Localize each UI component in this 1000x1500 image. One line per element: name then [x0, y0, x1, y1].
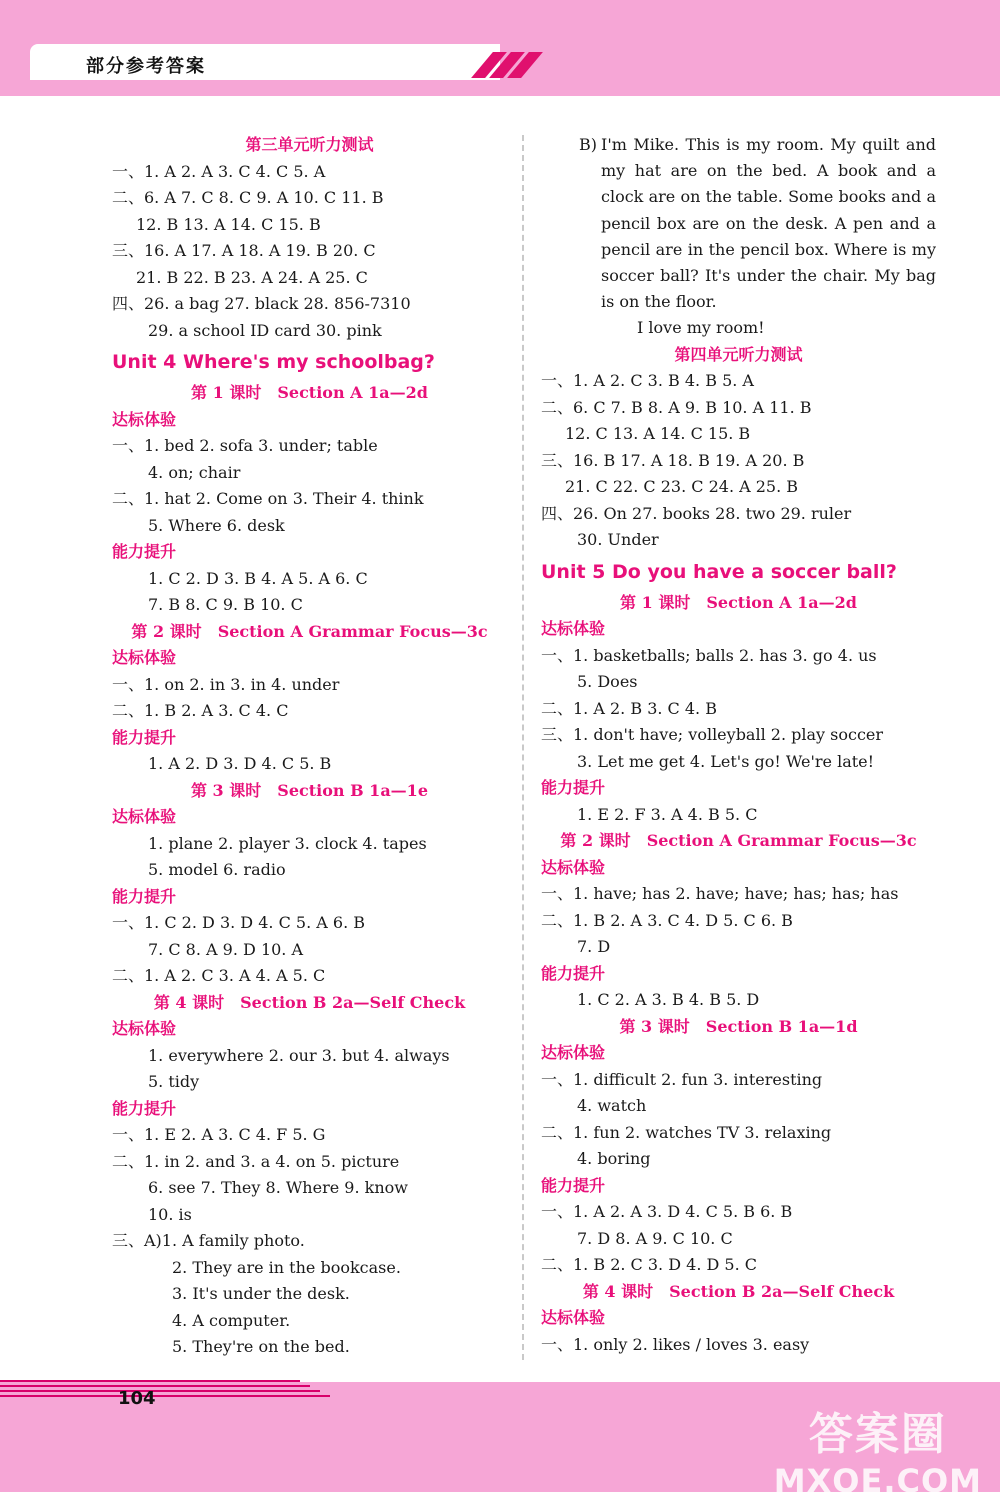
lesson-heading: [541, 1279, 936, 1306]
answer-line: 3. It's under the desk.: [172, 1284, 350, 1303]
answer-line: 一、1. on 2. in 3. in 4. under: [112, 674, 340, 694]
lesson-section: Section B 1a—1d: [705, 1016, 858, 1036]
lesson-heading: [112, 619, 507, 646]
answer-line: 一、1. have; has 2. have; have; has; has; has: [541, 884, 899, 904]
answer-line: 三、1. don't have; volleyball 2. play soccer: [541, 725, 884, 745]
reading-paragraph: I'm Mike. This is my room. My quilt and my hat are on the bed. A book and a clock are on the table. Some books and a pencil box are on the desk. A pen and a pencil are in the pencil box. Where is my soccer ball? It's under the chair. My bag is on the floor.: [601, 135, 936, 312]
section-label: 能力提升: [112, 886, 177, 906]
right-column: [541, 132, 936, 1358]
paragraph-closing: I love my room!: [637, 318, 765, 338]
answer-line: 21. B 22. B 23. A 24. A 25. C: [136, 267, 368, 287]
section-label: 达标体验: [112, 648, 177, 667]
lesson-section: Section B 2a—Self Check: [240, 992, 466, 1012]
answer-line: 21. C 22. C 23. C 24. A 25. B: [565, 477, 799, 497]
page-number: 104: [118, 1388, 156, 1409]
answer-line: 4. on; chair: [148, 462, 241, 482]
lesson-section: Section A Grammar Focus—3c: [646, 831, 917, 851]
answer-line: 7. B 8. C 9. B 10. C: [148, 595, 303, 614]
lesson-heading: [112, 380, 507, 407]
lesson-number: 第 2 课时: [560, 831, 631, 851]
listening-test-heading: 第四单元听力测试: [674, 344, 803, 364]
answer-line: 5. model 6. radio: [148, 860, 286, 879]
section-label: 达标体验: [112, 807, 177, 826]
answer-line: 二、1. A 2. B 3. C 4. B: [541, 698, 717, 718]
section-label: 达标体验: [112, 1019, 177, 1038]
lesson-section: Section B 2a—Self Check: [669, 1281, 895, 1301]
answer-line: 三、A)1. A family photo.: [112, 1231, 305, 1250]
section-label: 能力提升: [112, 1098, 177, 1118]
lesson-heading: [541, 590, 936, 617]
lesson-number: 第 2 课时: [131, 621, 202, 641]
answer-line: 二、1. fun 2. watches TV 3. relaxing: [541, 1122, 832, 1142]
section-label: 达标体验: [541, 857, 606, 877]
answer-line: 一、1. difficult 2. fun 3. interesting: [541, 1069, 823, 1089]
answer-line: 4. watch: [577, 1096, 647, 1116]
answer-line: 二、1. B 2. A 3. C 4. D 5. C 6. B: [541, 910, 793, 930]
column-divider: [522, 135, 524, 1360]
answer-line: 一、1. basketballs; balls 2. has 3. go 4. us: [541, 645, 877, 665]
answer-line: 三、16. B 17. A 18. B 19. A 20. B: [541, 450, 805, 470]
answer-line: 1. everywhere 2. our 3. but 4. always: [148, 1045, 450, 1065]
answer-line: 5. Where 6. desk: [148, 515, 285, 535]
section-label: 达标体验: [112, 409, 177, 429]
footer-rule: [0, 1395, 330, 1397]
page-header: [0, 0, 1000, 96]
lesson-heading: [112, 778, 507, 805]
answer-line: 12. B 13. A 14. C 15. B: [136, 214, 321, 234]
lesson-number: 第 3 课时: [619, 1016, 690, 1036]
lesson-number: 第 1 课时: [191, 383, 262, 402]
section-label: 能力提升: [541, 1175, 606, 1195]
lesson-number: 第 3 课时: [190, 780, 262, 800]
answer-line: 12. C 13. A 14. C 15. B: [565, 424, 751, 444]
unit-title: Unit 5 Do you have a soccer ball?: [541, 560, 897, 583]
answer-line: 二、1. in 2. and 3. a 4. on 5. picture: [112, 1151, 400, 1171]
paragraph-label: B): [579, 135, 597, 154]
lesson-section: Section B 1a—1e: [277, 780, 428, 800]
answer-line: 4. boring: [577, 1149, 651, 1169]
reading-paragraph-block: [541, 132, 936, 342]
lesson-heading: [541, 1014, 936, 1041]
answer-line: 一、1. C 2. D 3. D 4. C 5. A 6. B: [112, 913, 365, 932]
answer-line: 四、26. On 27. books 28. two 29. ruler: [541, 503, 852, 523]
footer-rule: [0, 1380, 300, 1382]
watermark: [774, 1398, 982, 1500]
answer-line: 7. D: [577, 937, 611, 957]
answer-line: 5. Does: [577, 672, 638, 692]
answer-line: 4. A computer.: [172, 1310, 291, 1330]
answer-line: 二、6. A 7. C 8. C 9. A 10. C 11. B: [112, 188, 384, 207]
answer-line: 7. C 8. A 9. D 10. A: [148, 939, 304, 959]
header-title: 部分参考答案: [86, 56, 206, 77]
answer-line: 1. E 2. F 3. A 4. B 5. C: [577, 804, 758, 824]
answer-line: 一、1. only 2. likes / loves 3. easy: [541, 1334, 810, 1354]
answer-line: 1. plane 2. player 3. clock 4. tapes: [148, 833, 427, 853]
section-label: 达标体验: [541, 619, 606, 639]
answer-line: 二、6. C 7. B 8. A 9. B 10. A 11. B: [541, 397, 812, 417]
answer-line: 2. They are in the bookcase.: [172, 1257, 401, 1277]
answer-line: 四、26. a bag 27. black 28. 856-7310: [112, 294, 411, 313]
answer-line: 10. is: [148, 1204, 192, 1224]
footer-rule: [0, 1385, 310, 1387]
answer-line: 一、1. A 2. A 3. C 4. C 5. A: [112, 161, 326, 181]
watermark-logo-text: 答案圈: [808, 1409, 947, 1460]
lesson-section: Section A Grammar Focus—3c: [217, 621, 488, 641]
section-label: 达标体验: [541, 1308, 606, 1328]
answer-line: 二、1. B 2. C 3. D 4. D 5. C: [541, 1255, 758, 1275]
answer-line: 1. C 2. A 3. B 4. B 5. D: [577, 990, 760, 1010]
answer-line: 一、1. A 2. C 3. B 4. B 5. A: [541, 371, 754, 391]
lesson-number: 第 1 课时: [620, 592, 691, 612]
answer-line: 5. tidy: [148, 1072, 200, 1091]
answer-line: 二、1. B 2. A 3. C 4. C: [112, 701, 289, 720]
unit-title: Unit 4 Where's my schoolbag?: [112, 351, 435, 373]
lesson-heading: [112, 990, 507, 1017]
section-label: 能力提升: [541, 778, 606, 798]
footer-rule: [0, 1390, 320, 1392]
answer-line: 一、1. E 2. A 3. C 4. F 5. G: [112, 1125, 326, 1144]
left-column: [112, 132, 507, 1361]
section-label: 能力提升: [541, 963, 606, 983]
lesson-section: Section A 1a—2d: [277, 383, 428, 402]
answer-line: 1. A 2. D 3. D 4. C 5. B: [148, 754, 332, 773]
watermark-url: MXQE.COM: [773, 1462, 982, 1500]
answer-line: 一、1. A 2. A 3. D 4. C 5. B 6. B: [541, 1202, 793, 1222]
section-label: 达标体验: [541, 1043, 606, 1063]
listening-test-heading: 第三单元听力测试: [245, 135, 374, 154]
lesson-section: Section A 1a—2d: [706, 592, 857, 612]
answer-line: 30. Under: [577, 530, 659, 550]
answer-line: 7. D 8. A 9. C 10. C: [577, 1228, 733, 1248]
answer-line: 6. see 7. They 8. Where 9. know: [148, 1178, 408, 1197]
answer-line: 3. Let me get 4. Let's go! We're late!: [577, 751, 875, 771]
answer-line: 二、1. A 2. C 3. A 4. A 5. C: [112, 966, 326, 985]
answer-line: 29. a school ID card 30. pink: [148, 320, 382, 340]
answer-line: 一、1. bed 2. sofa 3. under; table: [112, 436, 378, 455]
answer-line: 三、16. A 17. A 18. A 19. B 20. C: [112, 241, 376, 260]
answer-line: 5. They're on the bed.: [172, 1337, 350, 1356]
section-label: 能力提升: [112, 727, 177, 747]
lesson-number: 第 4 课时: [582, 1281, 654, 1301]
lesson-heading: [541, 828, 936, 855]
answer-line: 1. C 2. D 3. B 4. A 5. A 6. C: [148, 568, 368, 588]
right-answer-list: [541, 342, 936, 1359]
answer-line: 二、1. hat 2. Come on 3. Their 4. think: [112, 489, 424, 508]
lesson-number: 第 4 课时: [153, 992, 225, 1012]
section-label: 能力提升: [112, 542, 177, 561]
